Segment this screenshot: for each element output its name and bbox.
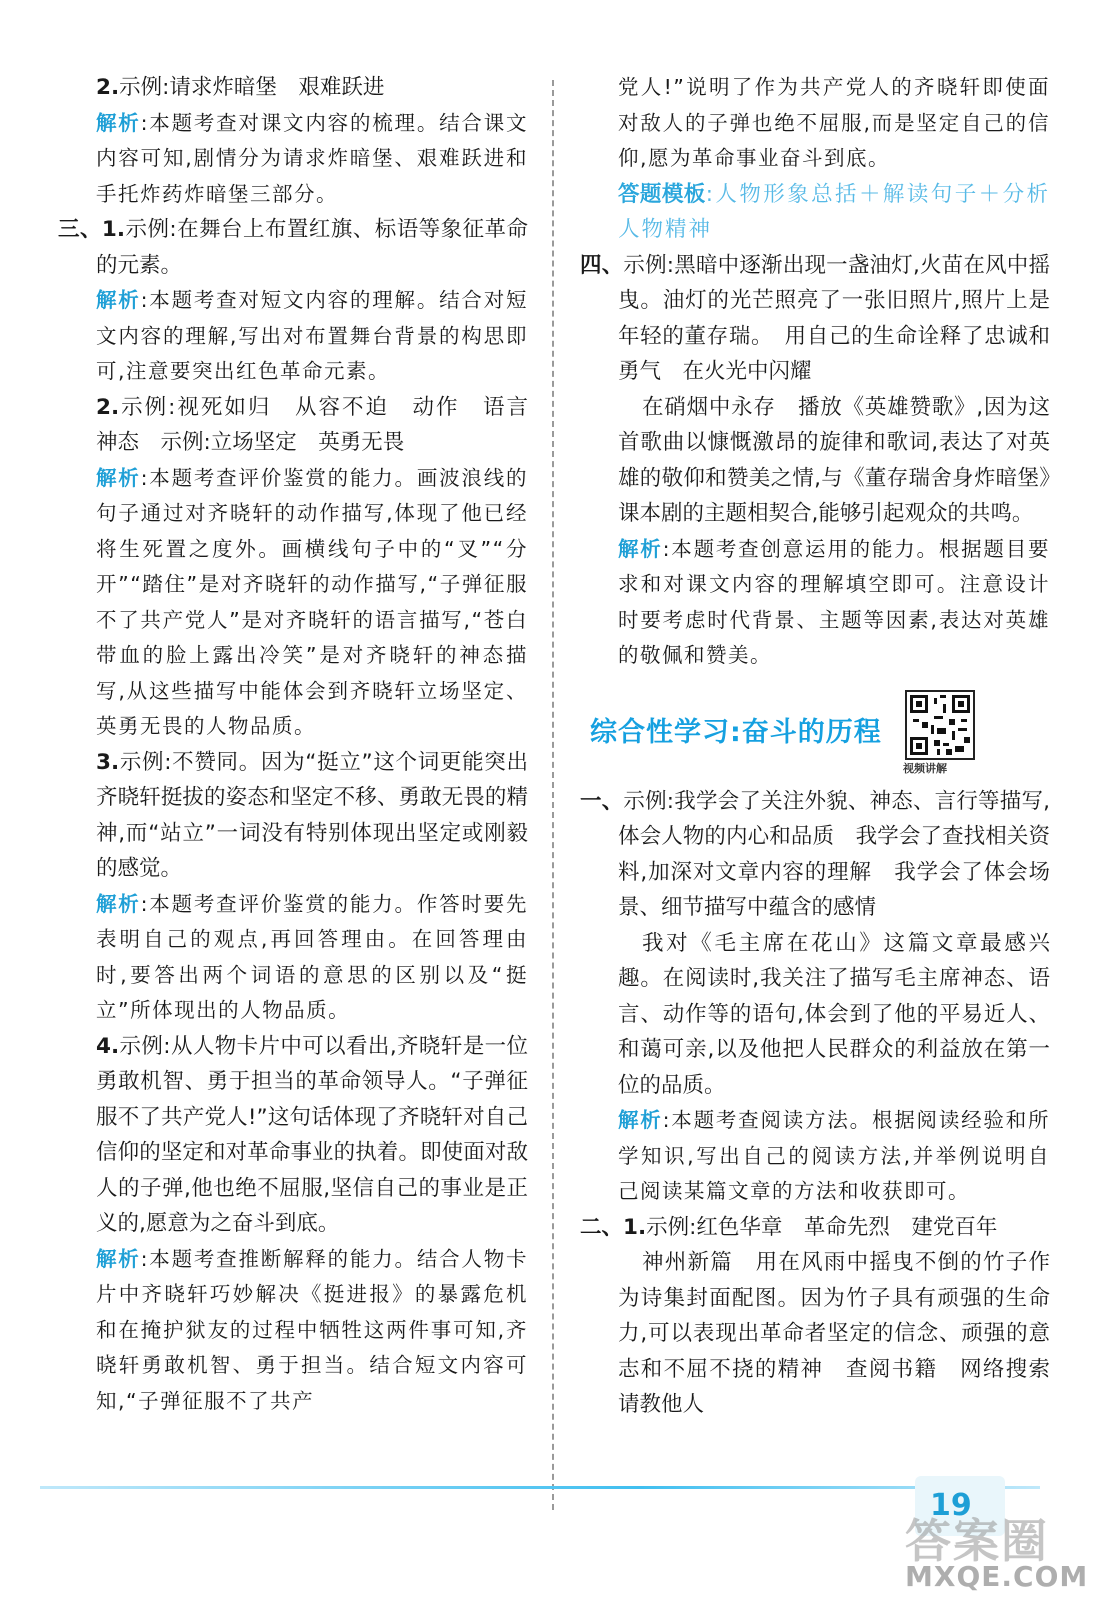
analysis-text: :本题考查评价鉴赏的能力。画波浪线的句子通过对齐晓轩的动作描写,体现了他已经将生死置之度外。画横线句子中的“叉”“分开”“踏住”是对齐晓轩的动作描写,“子弹征服不了共产党人”是对齐晓轩的语言描写,“苍白带血的脸上露出冷笑”是对齐晓轩的神态描写,从这些描写中能体会到齐晓轩立场坚定、英勇无畏的人物品质。 xyxy=(96,465,529,738)
template-text: :人物形象总括＋解读句子＋分析人物精神 xyxy=(618,181,1050,242)
analysis-label: 解析 xyxy=(96,110,141,135)
answer-text: 在硝烟中永存 播放《英雄赞歌》,因为这首歌曲以慷慨激昂的旋律和歌词,表达了对英雄的敬仰和赞美之情,与《董存瑞舍身炸暗堡》课本剧的主题相契合,能够引起观众的共鸣。 xyxy=(618,394,1050,526)
analysis-continued: 党人!”说明了作为共产党人的齐晓轩即使面对敌人的子弹也绝不屈服,而是坚定自己的信仰,愿为革命事业奋斗到底。 xyxy=(618,75,1050,170)
item-number: 1. xyxy=(101,217,126,242)
analysis-label: 解析 xyxy=(618,1108,663,1132)
answer-text: 示例:从人物卡片中可以看出,齐晓轩是一位勇敢机智、勇于担当的革命领导人。“子弹征服不了共产党人!”这句话体现了齐晓轩对自己信仰的坚定和对革命事业的执着。即使面对敌人的子弹,他也绝不屈服,坚信自己的事业是正义的,愿意为之奋斗到底。 xyxy=(96,1033,528,1236)
section-number: 三、 xyxy=(58,217,102,242)
analysis-block xyxy=(58,887,528,1029)
analysis-block xyxy=(58,461,528,745)
item-number: 2. xyxy=(96,394,120,420)
answer-text: 示例:我学会了关注外貌、神态、言行等描写,体会人物的内心和品质 我学会了查找相关资料,加深对文章内容的理解 我学会了体会场景、细节描写中蕴含的感情 xyxy=(618,788,1050,920)
analysis-label: 解析 xyxy=(618,536,663,561)
answer-template xyxy=(580,177,1050,248)
analysis-label: 解析 xyxy=(96,891,141,916)
watermark-logo: 答案圈 xyxy=(905,1514,1049,1568)
answer-text: 示例:红色华章 革命先烈 建党百年 xyxy=(646,1214,998,1240)
section-number: 一、 xyxy=(580,788,624,814)
answer-text: 示例:黑暗中逐渐出现一盏油灯,火苗在风中摇曳。油灯的光芒照亮了一张旧照片,照片上是年轻的董存瑞。 用自己的生命诠释了忠诚和勇气 在火光中闪耀 xyxy=(618,252,1050,384)
footer-rule xyxy=(40,1486,1040,1489)
section-three-item xyxy=(58,212,528,283)
column-divider xyxy=(552,80,554,1510)
answer-text: 示例:不赞同。因为“挺立”这个词更能突出齐晓轩挺拔的姿态和坚定不移、勇敢无畏的精神,而“站立”一词没有特别体现出坚定或刚毅的感觉。 xyxy=(96,749,528,881)
item-number: 1. xyxy=(623,1214,647,1240)
analysis-label: 解析 xyxy=(96,1246,141,1271)
analysis-text: :本题考查推断解释的能力。结合人物卡片中齐晓轩巧妙解决《挺进报》的暴露危机和在掩护狱友的过程中牺牲这两件事可知,齐晓轩勇敢机智、勇于担当。结合短文内容可知,“子弹征服不了共产 xyxy=(96,1246,529,1413)
item-number: 4. xyxy=(96,1033,120,1059)
section-number: 四、 xyxy=(580,252,624,278)
answer-item xyxy=(58,1029,528,1242)
analysis-text: :本题考查对课文内容的梳理。结合课文内容可知,剧情分为请求炸暗堡、艰难跃进和手托炸药炸暗堡三部分。 xyxy=(96,110,529,206)
template-label: 答题模板 xyxy=(618,181,706,207)
answer-item xyxy=(58,70,528,106)
answer-text: 示例:视死如归 从容不迫 动作 语言 神态 示例:立场坚定 英勇无畏 xyxy=(96,394,550,455)
section-two-item xyxy=(580,1210,1050,1246)
qr-label: 视频讲解 xyxy=(903,761,947,775)
right-column xyxy=(580,70,1072,1423)
section-four-item xyxy=(580,248,1050,390)
analysis-text: :本题考查评价鉴赏的能力。作答时要先表明自己的观点,再回答理由。在回答理由时,要答出两个词语的意思的区别以及“挺立”所体现出的人物品质。 xyxy=(96,891,529,1022)
item-number: 3. xyxy=(96,749,120,775)
analysis-block xyxy=(58,106,528,213)
analysis-text: :本题考查对短文内容的理解。结合对短文内容的理解,写出对布置舞台背景的构思即可,注意要突出红色革命元素。 xyxy=(96,288,529,383)
analysis-block xyxy=(58,1242,528,1420)
page-number: 19 xyxy=(930,1488,972,1523)
item-number: 2. xyxy=(96,75,120,100)
analysis-block xyxy=(580,1103,1050,1210)
analysis-block xyxy=(58,283,528,390)
analysis-label: 解析 xyxy=(96,288,141,312)
analysis-label: 解析 xyxy=(96,465,141,490)
answer-text: 我对《毛主席在花山》这篇文章最感兴趣。在阅读时,我关注了描写毛主席神态、语言、动作等的语句,体会到了他的平易近人、和蔼可亲,以及他把人民群众的利益放在第一位的品质。 xyxy=(618,930,1050,1098)
left-column xyxy=(58,70,550,1419)
answer-item xyxy=(58,745,528,887)
answer-item xyxy=(58,390,550,461)
section-header xyxy=(580,688,1050,780)
watermark-url: MXQE.COM xyxy=(905,1560,1089,1593)
analysis-text: :本题考查阅读方法。根据阅读经验和所学知识,写出自己的阅读方法,并举例说明自己阅读某篇文章的方法和收获即可。 xyxy=(618,1108,1051,1203)
analysis-block xyxy=(580,532,1050,674)
section-title: 综合性学习:奋斗的历程 xyxy=(590,716,882,748)
analysis-text: :本题考查创意运用的能力。根据题目要求和对课文内容的理解填空即可。注意设计时要考虑时代背景、主题等因素,表达对英雄的敬佩和赞美。 xyxy=(618,536,1051,667)
answer-text: 神州新篇 用在风雨中摇曳不倒的竹子作为诗集封面配图。因为竹子具有顽强的生命力,可以表现出革命者坚定的信念、顽强的意志和不屈不挠的精神 查阅书籍 网络搜索 请教他人 xyxy=(618,1250,1072,1417)
section-one-item xyxy=(580,784,1050,926)
answer-text: 示例:在舞台上布置红旗、标语等象征革命的元素。 xyxy=(96,217,528,278)
answer-text: 示例:请求炸暗堡 艰难跃进 xyxy=(119,75,385,100)
section-number: 二、 xyxy=(580,1214,624,1240)
qr-code-icon[interactable] xyxy=(905,690,975,760)
